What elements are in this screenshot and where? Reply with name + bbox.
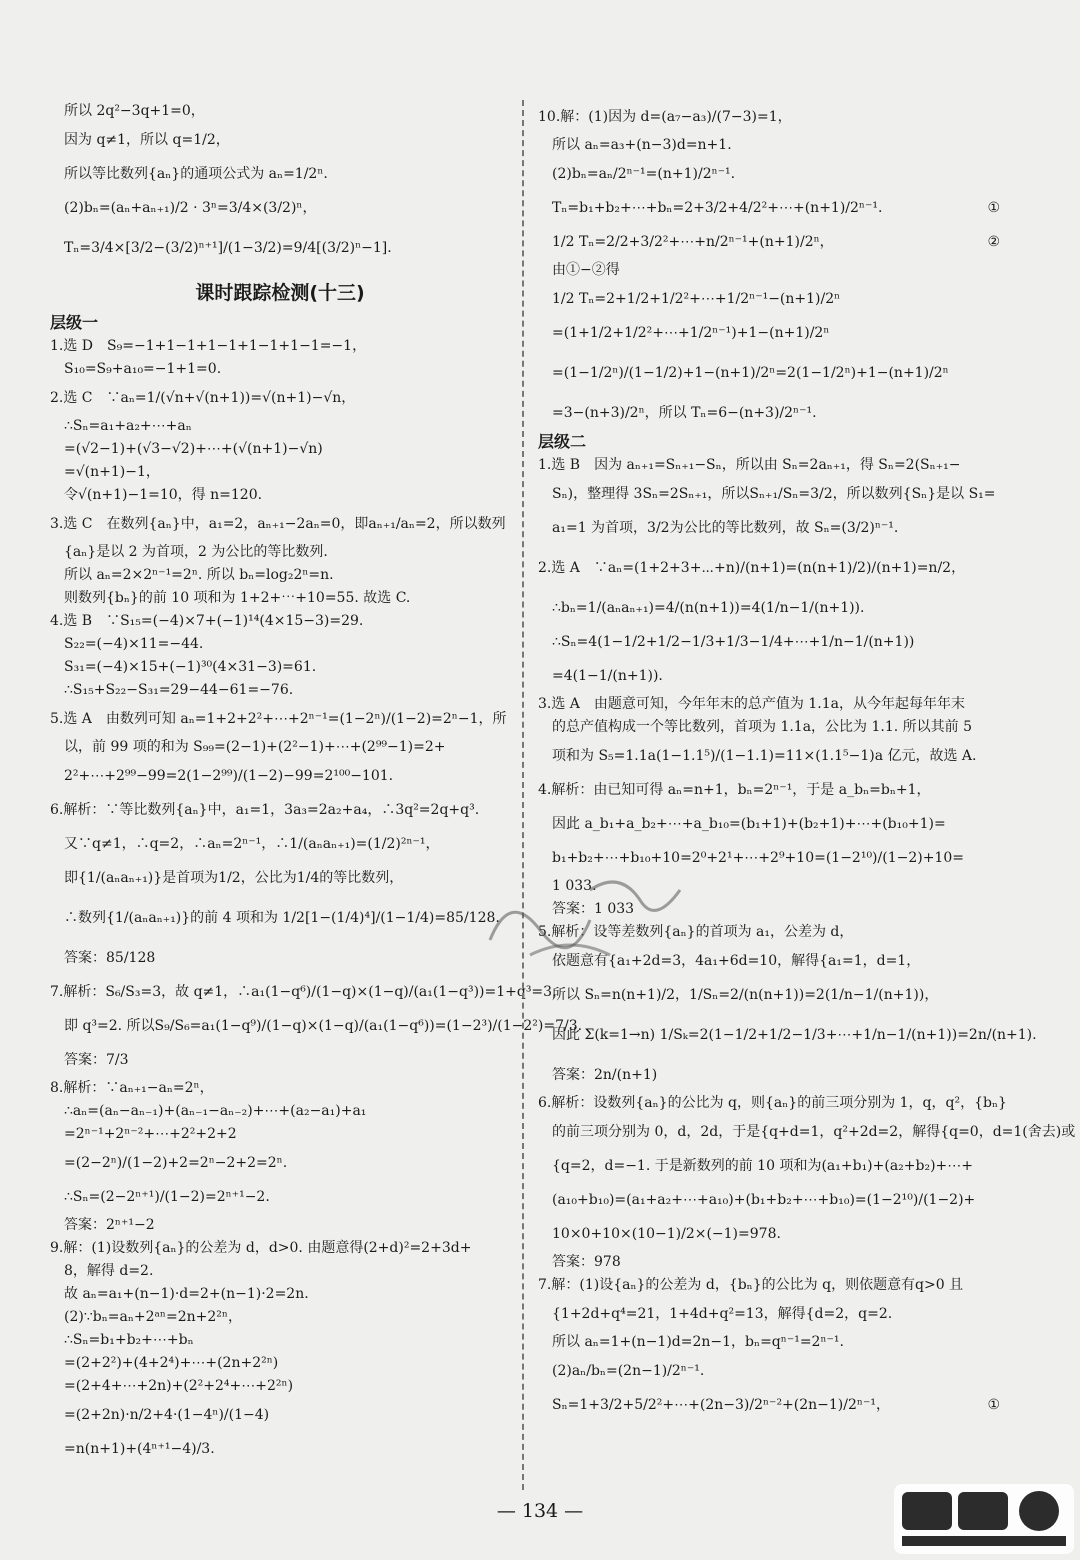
right-column — [538, 100, 1076, 1422]
left-line — [50, 941, 510, 975]
left-line — [50, 633, 510, 656]
right-line — [538, 716, 1000, 739]
line-text: ∴数列{1/(aₙaₙ₊₁)}的前 4 项和为 1/2[1−(1/4)⁴]/(1−1/4)=85/128. — [64, 910, 500, 926]
line-text: 依题意有{a₁+2d=3，4a₁+6d=10，解得{a₁=1，d=1， — [552, 953, 921, 969]
line-text: 所以 2q²−3q+1=0， — [64, 103, 205, 119]
left-line — [50, 123, 510, 157]
right-line — [538, 191, 1000, 225]
line-text: (2)bₙ=aₙ/2ⁿ⁻¹=(n+1)/2ⁿ⁻¹. — [552, 166, 736, 182]
line-text: 故 aₙ=a₁+(n−1)·d=2+(n−1)·2=2n. — [64, 1286, 309, 1302]
line-text: 层级一 — [50, 313, 99, 332]
line-text: =(1+1/2+1/2²+⋯+1/2ⁿ⁻¹)+1−(n+1)/2ⁿ — [552, 325, 830, 341]
line-text: 4.选 B ∵S₁₅=(−4)×7+(−1)¹⁴(4×15−3)=29. — [50, 613, 364, 629]
left-line — [50, 1306, 510, 1329]
right-line — [538, 545, 1000, 591]
line-text: 7.解析：S₆/S₃=3，故 q≠1，∴a₁(1−q⁶)/(1−q)×(1−q)/(a₁(1−q³))=1+q³=3， — [50, 984, 567, 1000]
line-text: 所以 aₙ=a₃+(n−3)d=n+1. — [552, 137, 732, 153]
right-line — [538, 1012, 1037, 1058]
line-text: 以，前 99 项的和为 S₉₉=(2−1)+(2²−1)+⋯+(2⁹⁹−1)=2+ — [64, 739, 446, 755]
line-text: =(2−2ⁿ)/(1−2)+2=2ⁿ−2+2=2ⁿ. — [64, 1155, 288, 1171]
left-line — [50, 610, 510, 633]
left-line — [50, 191, 510, 225]
line-text: 8，解得 d=2. — [64, 1263, 154, 1279]
left-line — [50, 358, 510, 381]
right-line — [538, 1092, 1007, 1115]
line-text: 即 q³=2. 所以S₉/S₆=a₁(1−q⁹)/(1−q)×(1−q)/(a₁(1−q⁶))=(1−2³)/(1−2²)=7/3. — [64, 1018, 583, 1034]
left-line — [50, 381, 510, 415]
line-text: =√(n+1)−1， — [64, 464, 160, 480]
left-line — [50, 1432, 510, 1466]
line-text: 的总产值构成一个等比数列，首项为 1.1a，公比为 1.1. 所以其前 5 — [552, 719, 973, 735]
left-line — [50, 1077, 510, 1100]
line-text: 10.解：(1)因为 d=(a₇−a₃)/(7−3)=1， — [538, 109, 792, 125]
line-text: 3.选 A 由题意可知，今年年末的总产值为 1.1a，从今年起每年年末 — [538, 696, 965, 712]
left-line — [50, 587, 510, 610]
line-text: Sₙ)，整理得 3Sₙ=2Sₙ₊₁，所以Sₙ₊₁/Sₙ=3/2，所以数列{Sₙ}是以 S₁= — [552, 486, 996, 502]
line-text: ∴Sₙ=a₁+a₂+⋯+aₙ — [64, 418, 192, 434]
line-text: 1.选 B 因为 aₙ₊₁=Sₙ₊₁−Sₙ，所以由 Sₙ=2aₙ₊₁，得 Sₙ=2(Sₙ₊₁− — [538, 457, 961, 473]
left-line — [50, 759, 510, 793]
line-text: ∴aₙ=(aₙ−aₙ₋₁)+(aₙ₋₁−aₙ₋₂)+⋯+(a₂−a₁)+a₁ — [64, 1103, 367, 1119]
line-text: 10×0+10×(10−1)/2×(−1)=978. — [552, 1226, 781, 1242]
right-line — [538, 1274, 1000, 1297]
line-text: 所以 Sₙ=n(n+1)/2，1/Sₙ=2/(n(n+1))=2(1/n−1/(n+1))， — [552, 987, 939, 1003]
right-line — [538, 659, 1000, 693]
line-text: b₁+b₂+⋯+b₁₀+10=2⁰+2¹+⋯+2⁹+10=(1−2¹⁰)/(1−2)+10= — [552, 850, 964, 866]
line-text: Tₙ=3/4×[3/2−(3/2)ⁿ⁺¹]/(1−3/2)=9/4[(3/2)ⁿ−1]. — [64, 240, 392, 256]
line-text: =(2+2n)·n/2+4·(1−4ⁿ)/(1−4) — [64, 1407, 270, 1423]
right-line — [538, 350, 1000, 396]
left-line — [50, 975, 567, 1009]
left-line — [50, 461, 510, 484]
left-line — [50, 1260, 510, 1283]
right-line — [538, 477, 1000, 511]
page-number: — 134 — — [496, 1500, 584, 1522]
line-text: =n(n+1)+(4ⁿ⁺¹−4)/3. — [64, 1441, 215, 1457]
left-line — [50, 861, 510, 895]
line-text: (2)∵bₙ=aₙ+2ᵃⁿ=2n+2²ⁿ， — [64, 1309, 242, 1325]
line-text: ∴Sₙ=4(1−1/2+1/2−1/3+1/3−1/4+⋯+1/n−1/(n+1)) — [552, 634, 915, 650]
left-line — [50, 1237, 510, 1260]
line-text: 由①−②得 — [552, 262, 620, 278]
left-line — [50, 656, 510, 679]
right-line — [538, 225, 1000, 259]
right-line — [538, 396, 1000, 430]
left-line — [50, 736, 510, 759]
line-text: {aₙ}是以 2 为首项，2 为公比的等比数列. — [64, 544, 328, 560]
left-line — [50, 793, 510, 827]
line-text: 4.解析：由已知可得 aₙ=n+1，bₙ=2ⁿ⁻¹，于是 a_bₙ=bₙ+1， — [538, 782, 931, 798]
line-text: 所以 aₙ=2×2ⁿ⁻¹=2ⁿ. 所以 bₙ=log₂2ⁿ=n. — [64, 567, 334, 583]
line-text: Tₙ=b₁+b₂+⋯+bₙ=2+3/2+4/2²+⋯+(n+1)/2ⁿ⁻¹. — [552, 200, 883, 216]
line-text: 答案：85/128 — [64, 950, 156, 966]
line-text: 项和为 S₅=1.1a(1−1.1⁵)/(1−1.1)=11×(1.1⁵−1)a 亿元，故选 A. — [552, 748, 977, 764]
line-text: Sₙ=1+3/2+5/2²+⋯+(2n−3)/2ⁿ⁻²+(2n−1)/2ⁿ⁻¹， — [552, 1397, 890, 1413]
line-text: =(2+2²)+(4+2⁴)+⋯+(2n+2²ⁿ) — [64, 1355, 279, 1371]
line-text: ∴Sₙ=(2−2ⁿ⁺¹)/(1−2)=2ⁿ⁺¹−2. — [64, 1189, 270, 1205]
line-text: 7.解：(1)设{aₙ}的公差为 d，{bₙ}的公比为 q，则依题意有q>0 且 — [538, 1277, 964, 1293]
line-text: 答案：978 — [552, 1254, 621, 1270]
left-line — [50, 225, 510, 271]
left-line — [50, 157, 510, 191]
line-text: 课时跟踪检测(十三) — [195, 282, 365, 304]
line-text: 2.选 A ∵aₙ=(1+2+3+⋯+n)/(n+1)=(n(n+1)/2)/(n+1)=n/2， — [538, 560, 966, 576]
line-text: =(√2−1)+(√3−√2)+⋯+(√(n+1)−√n) — [64, 441, 323, 457]
line-text: 所以 aₙ=1+(n−1)d=2n−1，bₙ=qⁿ⁻¹=2ⁿ⁻¹. — [552, 1334, 844, 1350]
right-line — [538, 1183, 1000, 1217]
line-text: 5.选 A 由数列可知 aₙ=1+2+2²+⋯+2ⁿ⁻¹=(1−2ⁿ)/(1−2)=2ⁿ−1，所 — [50, 711, 507, 727]
line-text: 令√(n+1)−1=10，得 n=120. — [64, 487, 263, 503]
right-line — [538, 807, 1000, 841]
column-divider — [522, 100, 524, 1490]
line-text: 1.选 D S₉=−1+1−1+1−1+1−1+1−1=−1， — [50, 338, 367, 354]
line-text: ∴Sₙ=b₁+b₂+⋯+bₙ — [64, 1332, 194, 1348]
left-line — [50, 541, 510, 564]
right-line — [538, 1058, 1000, 1092]
equation-number: ② — [987, 234, 1000, 250]
left-line — [50, 507, 510, 541]
line-text: =(2+4+⋯+2n)+(2²+2⁴+⋯+2²ⁿ) — [64, 1378, 294, 1394]
left-line — [50, 895, 510, 941]
line-text: =2ⁿ⁻¹+2ⁿ⁻²+⋯+2²+2+2 — [64, 1126, 237, 1142]
left-line — [50, 679, 510, 702]
line-text: 因此 a_b₁+a_b₂+⋯+a_b₁₀=(b₁+1)+(b₂+1)+⋯+(b₁₀+1)= — [552, 816, 946, 832]
left-line — [50, 827, 510, 861]
right-line — [538, 511, 1000, 545]
right-line — [538, 1297, 1000, 1331]
watermark-logo — [894, 1484, 1074, 1554]
right-line — [538, 1331, 1000, 1354]
right-line — [538, 430, 1000, 454]
left-line — [50, 484, 510, 507]
left-line — [50, 1375, 510, 1398]
line-text: 6.解析：设数列{aₙ}的公比为 q，则{aₙ}的前三项分别为 1，q，q²，{bₙ} — [538, 1095, 1007, 1111]
right-line — [538, 591, 1000, 625]
line-text: {1+2d+q⁴=21，1+4d+q²=13，解得{d=2，q=2. — [552, 1306, 893, 1322]
left-line — [50, 100, 510, 123]
line-text: 答案：2ⁿ⁺¹−2 — [64, 1217, 155, 1233]
left-line — [50, 702, 510, 736]
line-text: 9.解：(1)设数列{aₙ}的公差为 d，d>0. 由题意得(2+d)²=2+3d+ — [50, 1240, 472, 1256]
line-text: 的前三项分别为 0，d，2d，于是{q+d=1，q²+2d=2，解得{q=0，d=1(舍去)或 — [552, 1124, 1076, 1140]
right-line — [538, 100, 1000, 134]
left-line — [50, 564, 510, 587]
line-text: 5.解析：设等差数列{aₙ}的首项为 a₁，公差为 d， — [538, 924, 854, 940]
line-text: a₁=1 为首项，3/2为公比的等比数列，故 Sₙ=(3/2)ⁿ⁻¹. — [552, 520, 899, 536]
line-text: 2.选 C ∵aₙ=1/(√n+√(n+1))=√(n+1)−√n， — [50, 390, 356, 406]
right-line — [538, 1388, 1000, 1422]
line-text: 1/2 Tₙ=2/2+3/2²+⋯+n/2ⁿ⁻¹+(n+1)/2ⁿ， — [552, 234, 834, 250]
line-text: 1 033. — [552, 878, 597, 894]
equation-number: ① — [987, 200, 1000, 216]
line-text: 所以等比数列{aₙ}的通项公式为 aₙ=1/2ⁿ. — [64, 166, 328, 182]
line-text: S₁₀=S₉+a₁₀=−1+1=0. — [64, 361, 222, 377]
left-line — [50, 1146, 510, 1180]
line-text: 答案：2n/(n+1) — [552, 1067, 658, 1083]
right-line — [538, 454, 1000, 477]
right-line — [538, 1217, 1000, 1251]
left-line — [50, 1283, 510, 1306]
right-line — [538, 693, 1000, 716]
line-text: S₃₁=(−4)×15+(−1)³⁰(4×31−3)=61. — [64, 659, 317, 675]
equation-number: ① — [987, 1397, 1000, 1413]
line-text: 1/2 Tₙ=2+1/2+1/2²+⋯+1/2ⁿ⁻¹−(n+1)/2ⁿ — [552, 291, 841, 307]
left-line — [50, 275, 510, 311]
left-line — [50, 1043, 510, 1077]
line-text: 8.解析：∵aₙ₊₁−aₙ=2ⁿ， — [50, 1080, 214, 1096]
right-line — [538, 316, 1000, 350]
line-text: =3−(n+3)/2ⁿ，所以 Tₙ=6−(n+3)/2ⁿ⁻¹. — [552, 405, 817, 421]
line-text: S₂₂=(−4)×11=−44. — [64, 636, 204, 652]
right-line — [538, 134, 1000, 157]
line-text: 3.选 C 在数列{aₙ}中，a₁=2，aₙ₊₁−2aₙ=0，即aₙ₊₁/aₙ=2，所以数列 — [50, 516, 506, 532]
line-text: =4(1−1/(n+1)). — [552, 668, 663, 684]
right-line — [538, 1354, 1000, 1388]
left-line — [50, 1180, 510, 1214]
line-text: 层级二 — [538, 432, 587, 451]
handwritten-stamp — [470, 860, 700, 970]
line-text: (a₁₀+b₁₀)=(a₁+a₂+⋯+a₁₀)+(b₁+b₂+⋯+b₁₀)=(1−2¹⁰)/(1−2)+ — [552, 1192, 976, 1208]
line-text: 6.解析：∵等比数列{aₙ}中，a₁=1，3a₃=2a₂+a₄，∴3q²=2q+q³. — [50, 802, 480, 818]
right-line — [538, 1251, 1000, 1274]
line-text: 答案：7/3 — [64, 1052, 129, 1068]
line-text: {q=2，d=−1. 于是新数列的前 10 项和为(a₁+b₁)+(a₂+b₂)+⋯+ — [552, 1158, 974, 1174]
left-line — [50, 1009, 583, 1043]
line-text: ∴bₙ=1/(aₙaₙ₊₁)=4/(n(n+1))=4(1/n−1/(n+1)). — [552, 600, 865, 616]
right-line — [538, 773, 1000, 807]
right-line — [538, 978, 1000, 1012]
right-line — [538, 1115, 1076, 1149]
line-text: 又∵q≠1，∴q=2，∴aₙ=2ⁿ⁻¹，∴1/(aₙaₙ₊₁)=(1/2)²ⁿ⁻¹， — [64, 836, 440, 852]
line-text: ∴S₁₅+S₂₂−S₃₁=29−44−61=−76. — [64, 682, 294, 698]
left-line — [50, 1352, 510, 1375]
left-line — [50, 438, 510, 461]
left-line — [50, 311, 510, 335]
left-line — [50, 1100, 510, 1123]
right-line — [538, 282, 1000, 316]
right-line — [538, 625, 1000, 659]
line-text: 即{1/(aₙaₙ₊₁)}是首项为1/2，公比为1/4的等比数列， — [64, 870, 404, 886]
right-line — [538, 739, 1000, 773]
right-line — [538, 259, 1000, 282]
line-text: 答案：1 033 — [552, 901, 635, 917]
line-text: (2)aₙ/bₙ=(2n−1)/2ⁿ⁻¹. — [552, 1363, 705, 1379]
line-text: =(1−1/2ⁿ)/(1−1/2)+1−(n+1)/2ⁿ=2(1−1/2ⁿ)+1−(n+1)/2ⁿ — [552, 365, 949, 381]
line-text: 2²+⋯+2⁹⁹−99=2(1−2⁹⁹)/(1−2)−99=2¹⁰⁰−101. — [64, 768, 394, 784]
left-line — [50, 335, 510, 358]
left-line — [50, 1398, 510, 1432]
right-line — [538, 1149, 1000, 1183]
line-text: 因为 q≠1，所以 q=1/2， — [64, 132, 230, 148]
right-line — [538, 157, 1000, 191]
left-line — [50, 415, 510, 438]
left-line — [50, 1123, 510, 1146]
line-text: 则数列{bₙ}的前 10 项和为 1+2+⋯+10=55. 故选 C. — [64, 590, 411, 606]
line-text: (2)bₙ=(aₙ+aₙ₊₁)/2 · 3ⁿ=3/4×(3/2)ⁿ， — [64, 200, 317, 216]
left-line — [50, 1329, 510, 1352]
left-line — [50, 1214, 510, 1237]
line-text: 因此 Σ(k=1→n) 1/Sₖ=2(1−1/2+1/2−1/3+⋯+1/n−1/(n+1))=2n/(n+1). — [552, 1027, 1037, 1043]
